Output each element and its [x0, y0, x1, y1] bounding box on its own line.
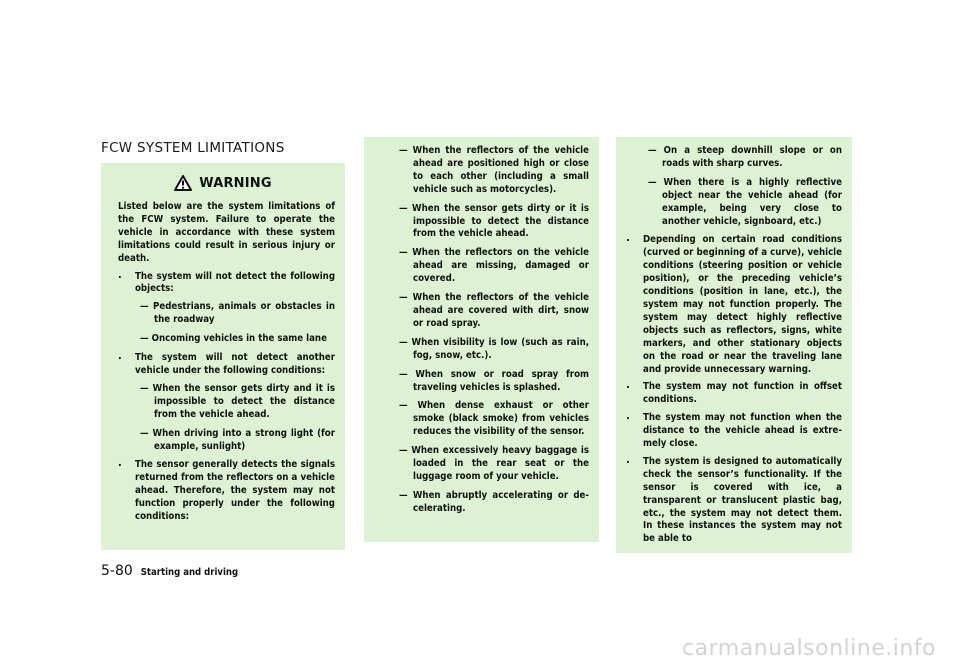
bullet-item: . The system will not detect another vehicle under the following conditions:: [118, 352, 335, 378]
warning-triangle-icon: [174, 175, 192, 191]
warning-box-continued: [364, 137, 599, 542]
dash-item: — When the sensor gets dirty and it is impossible to detect the distance from the vehicle ahead.: [140, 382, 335, 420]
dash-item: — When snow or road spray from traveling vehicles is splashed.: [399, 368, 589, 393]
dash-item: — When there is a highly reflective object near the vehicle ahead (for example, being very close to another vehicle, signboard, etc.): [648, 176, 842, 227]
warning-intro: Listed below are the system limitations of the FCW system. Failure to operate the vehicle in accordance with these system limitations could result in serious injury or death.: [118, 201, 335, 264]
warning-header: [101, 175, 345, 191]
warning-box: [101, 163, 345, 550]
warning-box-continued-2: [616, 137, 852, 553]
dash-item: — When abruptly accelerating or de-celerating.: [399, 489, 589, 514]
bullet-item: . The sensor generally detects the signals returned from the reflectors on a vehicle ahead. Therefore, the system may not function properly under the following conditions:: [118, 459, 335, 524]
dash-item: — Oncoming vehicles in the same lane: [140, 333, 327, 345]
bullet-item: . Depending on certain road conditions (curved or beginning of a curve), vehicle conditions (steering position or vehicle position), or the preceding vehicle’s conditions (position in lane, etc.), the system may not function properly. The system may detect highly reflective objects such as reflectors, signs, white markers, and other stationary objects on the road or near the traveling lane and provide unnecessary warning.: [626, 234, 842, 376]
dash-item: — Pedestrians, animals or obstacles in the roadway: [140, 301, 335, 326]
watermark: carmanualsonline.info: [682, 636, 936, 661]
dash-item: — When the sensor gets dirty or it is impossible to detect the distance from the vehicle ahead.: [399, 202, 589, 240]
bullet-item: . The system may not function when the distance to the vehicle ahead is extre-mely close.: [626, 412, 842, 451]
footer-section-name: Starting and driving: [140, 567, 239, 578]
bullet-item: . The system is designed to automatically check the sensor’s functionality. If the sensor is covered with ice, a transparent or translucent plastic bag, etc., the system may not detect them. In these instances the system may not be able to: [626, 456, 842, 546]
bullet-item: . The system may not function in offset conditions.: [626, 381, 842, 407]
dash-item: — On a steep downhill slope or on roads with sharp curves.: [648, 145, 842, 169]
section-title: FCW SYSTEM LIMITATIONS: [101, 140, 285, 156]
warning-label: WARNING: [199, 175, 272, 191]
bullet-item: . The system will not detect the following objects:: [118, 271, 335, 297]
dash-item: — When excessively heavy baggage is loaded in the rear seat or the luggage room of your vehicle.: [399, 445, 589, 482]
dash-item: — When the reflectors of the vehicle ahead are covered with dirt, snow or road spray.: [399, 292, 589, 329]
page-footer: [101, 563, 238, 579]
page-number: 5-80: [101, 563, 133, 579]
dash-item: — When dense exhaust or other smoke (black smoke) from vehicles reduces the visibility of the sensor.: [399, 400, 589, 438]
dash-item: — When visibility is low (such as rain, fog, snow, etc.).: [399, 336, 589, 361]
dash-item: — When the reflectors of the vehicle ahead are positioned high or close to each other (including a small vehicle such as motorcycles).: [399, 145, 589, 195]
dash-item: — When the reflectors on the vehicle ahead are missing, damaged or covered.: [399, 247, 589, 285]
dash-item: — When driving into a strong light (for example, sunlight): [140, 427, 335, 452]
